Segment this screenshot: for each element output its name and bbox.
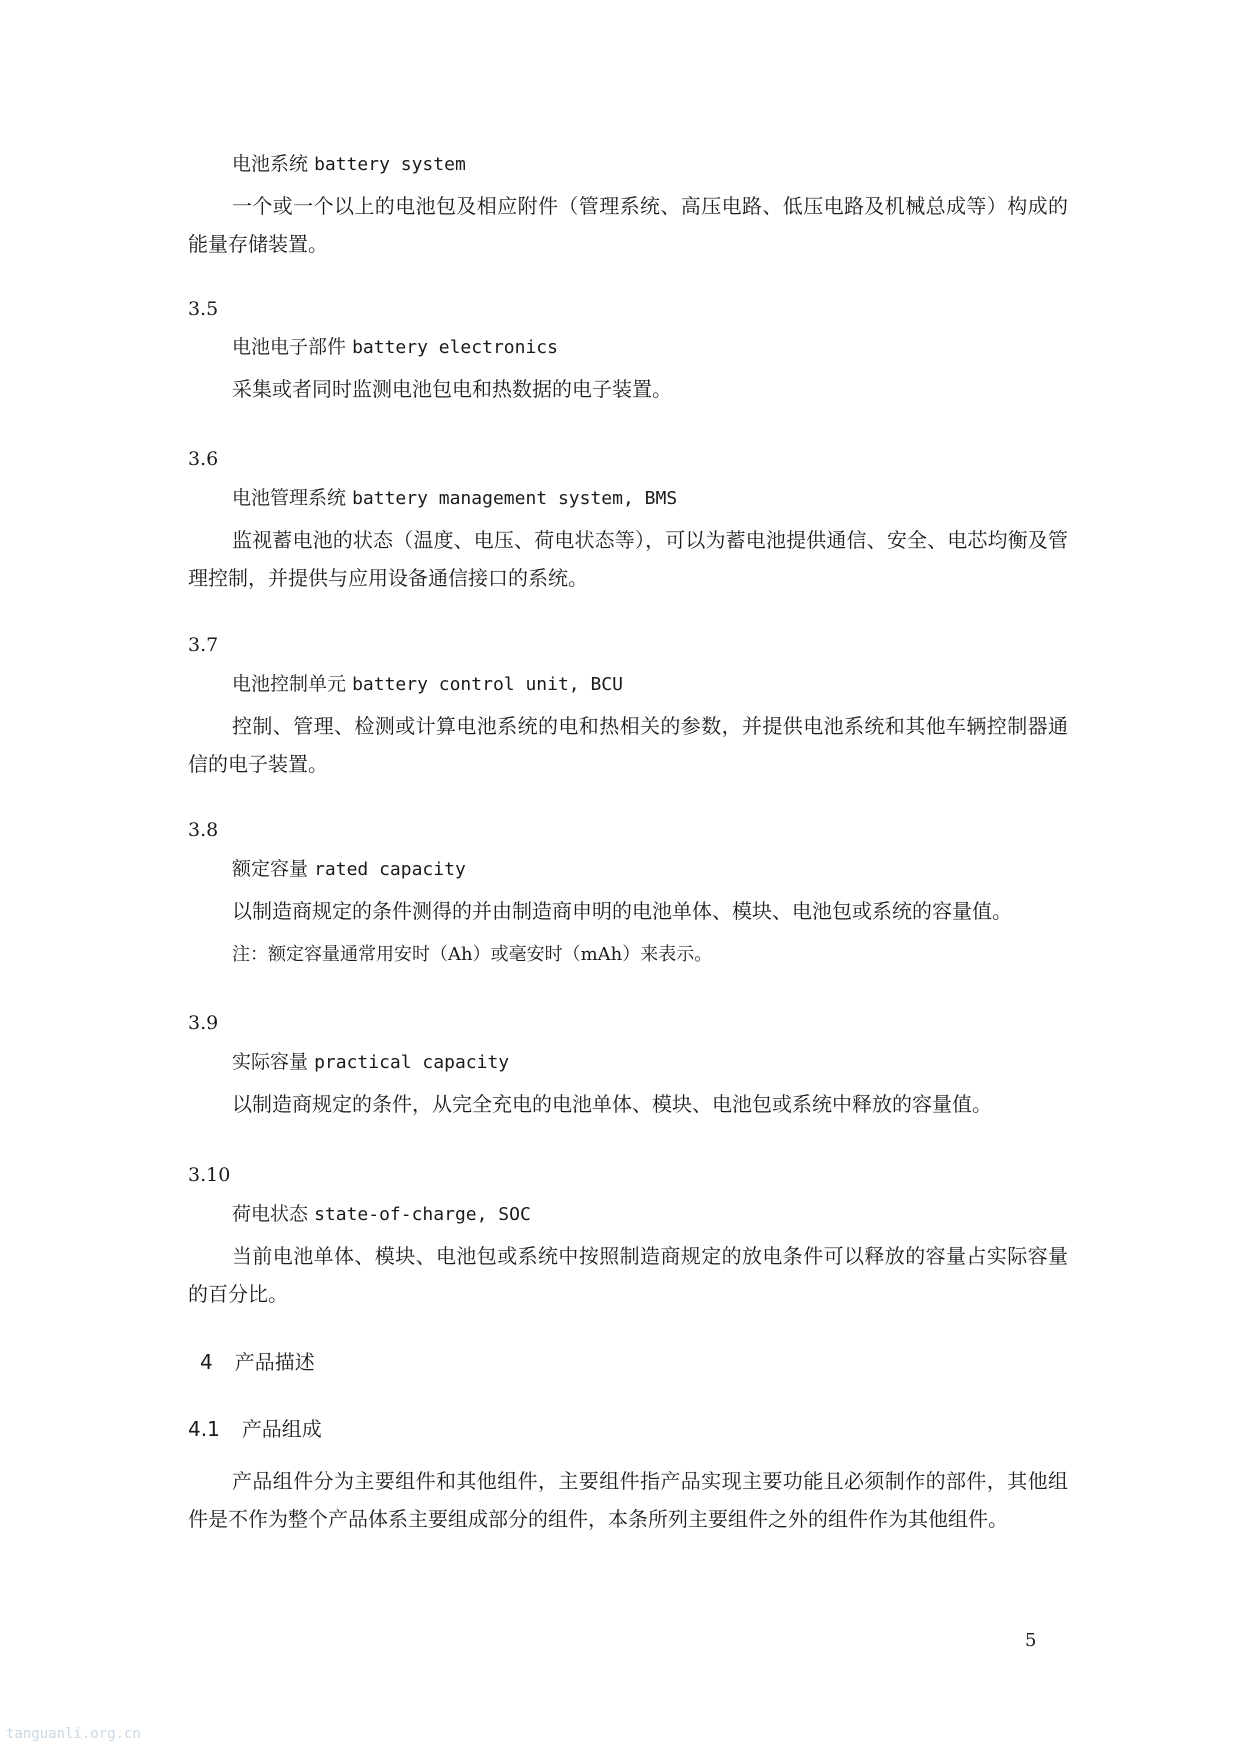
clause-number: 3.10 [188, 1164, 231, 1186]
term-zh: 额定容量 [232, 858, 309, 880]
term-zh: 电池管理系统 [232, 487, 347, 509]
term-heading [232, 670, 1112, 698]
term-definition: 控制、管理、检测或计算电池系统的电和热相关的参数，并提供电池系统和其他车辆控制器通信的电子装置。 [188, 714, 1068, 776]
term-definition: 一个或一个以上的电池包及相应附件（管理系统、高压电路、低压电路及机械总成等）构成的能量存储装置。 [188, 194, 1068, 256]
term-en: battery management system, BMS [352, 488, 678, 509]
term-definition: 监视蓄电池的状态（温度、电压、荷电状态等），可以为蓄电池提供通信、安全、电芯均衡及管理控制，并提供与应用设备通信接口的系统。 [188, 528, 1068, 590]
term-zh: 电池系统 [232, 153, 309, 175]
term-zh: 荷电状态 [232, 1203, 309, 1225]
watermark: tanguanli.org.cn [6, 1726, 141, 1742]
clause-number: 3.7 [188, 634, 219, 656]
term-heading [232, 333, 1112, 361]
term-heading [232, 150, 1112, 178]
term-en: battery electronics [352, 337, 558, 358]
term-definition: 采集或者同时监测电池包电和热数据的电子装置。 [232, 377, 672, 401]
term-heading [232, 484, 1112, 512]
term-en: rated capacity [314, 859, 466, 880]
clause-number: 3.6 [188, 448, 219, 470]
term-note: 注：额定容量通常用安时（Ah）或毫安时（mAh）来表示。 [232, 944, 713, 965]
term-heading [232, 855, 1112, 883]
term-en: battery system [314, 154, 466, 175]
subsection-number: 4.1 [188, 1417, 220, 1441]
term-en: state-of-charge, SOC [314, 1204, 531, 1225]
term-definition: 以制造商规定的条件，从完全充电的电池单体、模块、电池包或系统中释放的容量值。 [232, 1092, 992, 1116]
section-title: 产品描述 [234, 1350, 315, 1374]
clause-number: 3.5 [188, 298, 219, 320]
term-zh: 实际容量 [232, 1051, 309, 1073]
section-heading [200, 1347, 1080, 1377]
clause-number: 3.9 [188, 1012, 219, 1034]
term-en: battery control unit, BCU [352, 674, 623, 695]
page-number: 5 [1025, 1630, 1037, 1651]
term-heading [232, 1048, 1112, 1076]
term-zh: 电池电子部件 [232, 336, 347, 358]
term-en: practical capacity [314, 1052, 510, 1073]
term-definition: 以制造商规定的条件测得的并由制造商申明的电池单体、模块、电池包或系统的容量值。 [232, 899, 1012, 923]
term-definition: 当前电池单体、模块、电池包或系统中按照制造商规定的放电条件可以释放的容量占实际容量的百分比。 [188, 1244, 1068, 1306]
term-heading [232, 1200, 1112, 1228]
term-zh: 电池控制单元 [232, 673, 347, 695]
subsection-title: 产品组成 [241, 1417, 322, 1441]
clause-number: 3.8 [188, 819, 219, 841]
section-number: 4 [200, 1350, 213, 1374]
subsection-heading [188, 1414, 1068, 1444]
body-paragraph: 产品组件分为主要组件和其他组件，主要组件指产品实现主要功能且必须制作的部件，其他组件是不作为整个产品体系主要组成部分的组件，本条所列主要组件之外的组件作为其他组件。 [188, 1469, 1068, 1531]
